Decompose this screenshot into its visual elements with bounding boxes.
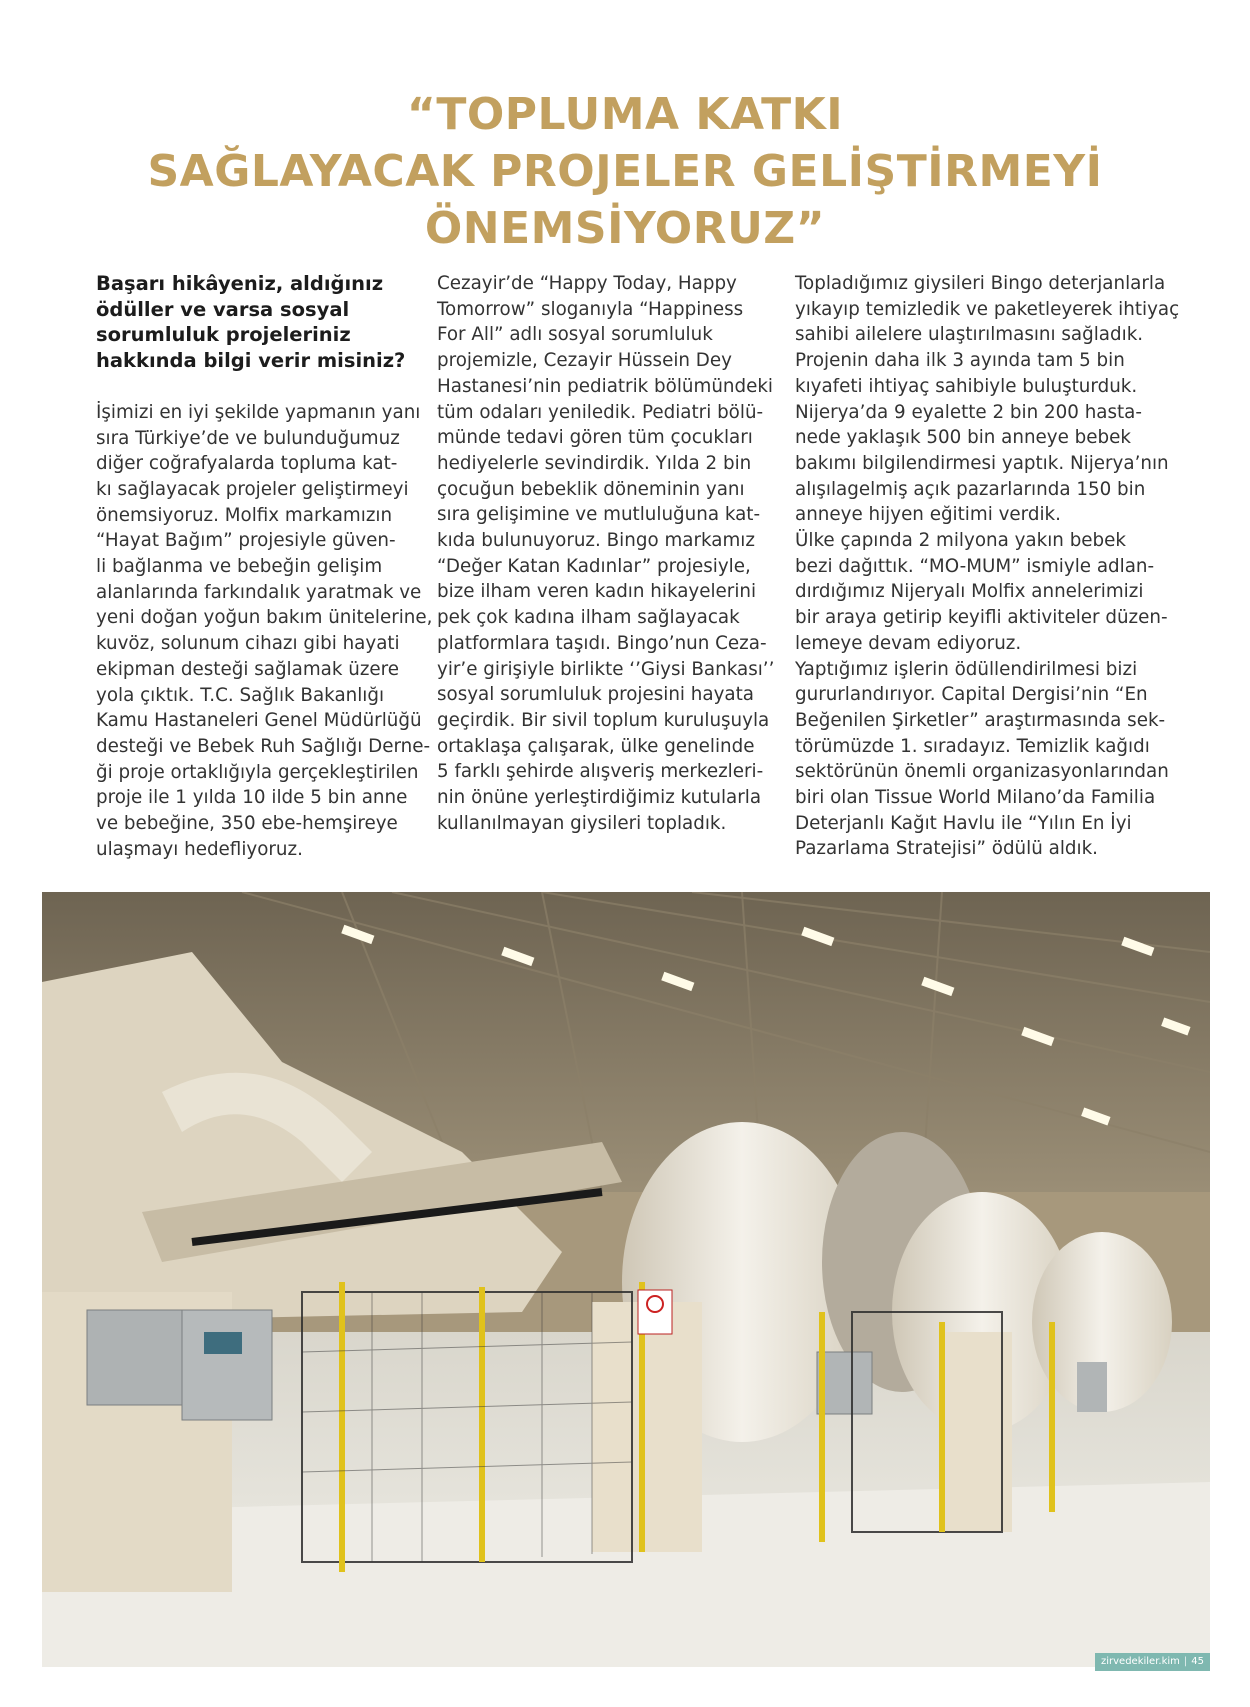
text-line: ortaklaşa çalışarak, ülke genelinde bbox=[437, 735, 755, 757]
text-line: yıkayıp temizledik ve paketleyerek ihtiyaç bbox=[795, 298, 1180, 320]
text-line: Pazarlama Stratejisi” ödülü aldık. bbox=[795, 838, 1098, 860]
text-line: alanlarında farkındalık yaratmak ve bbox=[96, 581, 422, 603]
answer-paragraph-3 bbox=[795, 271, 1180, 862]
footer-site: zirvedekiler.kim bbox=[1100, 1656, 1180, 1667]
text-line: sosyal sorumluluk projesini hayata bbox=[437, 684, 754, 706]
text-line: yola çıktık. T.C. Sağlık Bakanlığı bbox=[96, 684, 385, 706]
text-line: pek çok kadına ilham sağlayacak bbox=[437, 607, 740, 629]
text-line: proje ile 1 yılda 10 ilde 5 bin anne bbox=[96, 787, 408, 809]
text-line: diğer coğrafyalarda topluma kat- bbox=[96, 453, 398, 475]
text-line: kıyafeti ihtiyaç sahibiyle buluşturduk. bbox=[795, 375, 1138, 397]
text-line: dırdığımız Nijeryalı Molfix annelerimizi bbox=[795, 581, 1144, 603]
question-line: Başarı hikâyeniz, aldığınız bbox=[96, 272, 384, 295]
text-column-3 bbox=[795, 271, 1180, 862]
text-line: sıra Türkiye’de ve bulunduğumuz bbox=[96, 427, 400, 449]
text-line: sektörünün önemli organizasyonlarından bbox=[795, 761, 1169, 783]
text-line: sahibi ailelere ulaştırılmasını sağladık. bbox=[795, 324, 1144, 346]
text-line: alışılagelmiş açık pazarlarında 150 bin bbox=[795, 478, 1146, 500]
text-line: münde tedavi gören tüm çocukları bbox=[437, 427, 753, 449]
text-line: sıra gelişimine ve mutluluğuna kat- bbox=[437, 504, 761, 526]
text-line: kıda bulunuyoruz. Bingo markamız bbox=[437, 530, 755, 552]
page-footer bbox=[1095, 1653, 1210, 1671]
text-line: bakımı bilgilendirmesi yaptık. Nijerya’nın bbox=[795, 452, 1169, 474]
text-line: anneye hijyen eğitimi verdik. bbox=[795, 504, 1061, 526]
factory-photo bbox=[42, 892, 1210, 1667]
text-line: gururlandırıyor. Capital Dergisi’nin “En bbox=[795, 684, 1148, 706]
text-line: Beğenilen Şirketler” araştırmasında sek- bbox=[795, 709, 1166, 731]
text-line: 5 farklı şehirde alışveriş merkezleri- bbox=[437, 761, 764, 783]
text-line: lemeye devam ediyoruz. bbox=[795, 632, 1022, 654]
answer-paragraph-2 bbox=[437, 271, 779, 836]
footer-separator: | bbox=[1183, 1656, 1188, 1667]
question-line: hakkında bilgi verir misiniz? bbox=[96, 349, 406, 373]
text-line: platformlara taşıdı. Bingo’nun Ceza- bbox=[437, 632, 767, 654]
text-line: ği proje ortaklığıyla gerçekleştirilen bbox=[96, 761, 419, 783]
text-line: bize ilham veren kadın hikayelerini bbox=[437, 581, 757, 603]
text-line: biri olan Tissue World Milano’da Familia bbox=[795, 787, 1156, 809]
text-line: törümüzde 1. sıradayız. Temizlik kağıdı bbox=[795, 735, 1150, 757]
text-line: çocuğun bebeklik döneminin yanı bbox=[437, 478, 745, 500]
headline-line-1: “TOPLUMA KATKI bbox=[406, 89, 844, 140]
text-line: kı sağlayacak projeler geliştirmeyi bbox=[96, 478, 409, 500]
text-line: Tomorrow” sloganıyla “Happiness bbox=[437, 298, 744, 320]
text-line: Nijerya’da 9 eyalette 2 bin 200 hasta- bbox=[795, 401, 1142, 423]
text-line: tüm odaları yeniledik. Pediatri bölü- bbox=[437, 401, 764, 423]
interview-question bbox=[96, 271, 418, 374]
text-line: yir’e girişiyle birlikte ‘’Giysi Bankası’’ bbox=[437, 658, 775, 680]
text-line: projemizle, Cezayir Hüssein Dey bbox=[437, 350, 732, 372]
text-line: “Hayat Bağım” projesiyle güven- bbox=[96, 530, 396, 552]
question-line: sorumluluk projeleriniz bbox=[96, 323, 351, 347]
text-line: önemsiyoruz. Molfix markamızın bbox=[96, 504, 393, 526]
text-line: Deterjanlı Kağıt Havlu ile “Yılın En İyi bbox=[795, 812, 1132, 834]
text-line: Cezayir’de “Happy Today, Happy bbox=[437, 273, 737, 294]
text-line: hediyelerle sevindirdik. Yılda 2 bin bbox=[437, 452, 752, 474]
text-line: İşimizi en iyi şekilde yapmanın yanı bbox=[96, 401, 421, 423]
text-line: yeni doğan yoğun bakım ünitelerine, bbox=[96, 607, 433, 629]
text-line: For All” adlı sosyal sorumluluk bbox=[437, 324, 713, 346]
text-line: Kamu Hastaneleri Genel Müdürlüğü bbox=[96, 710, 422, 732]
question-line: ödüller ve varsa sosyal bbox=[96, 297, 350, 321]
text-line: nin önüne yerleştirdiğimiz kutularla bbox=[437, 787, 762, 809]
text-line: Topladığımız giysileri Bingo deterjanlarla bbox=[795, 273, 1166, 294]
answer-paragraph-1 bbox=[96, 400, 433, 863]
text-column-2 bbox=[437, 271, 779, 836]
text-line: “Değer Katan Kadınlar” projesiyle, bbox=[437, 555, 751, 577]
headline bbox=[0, 86, 1250, 257]
text-line: li bağlanma ve bebeğin gelişim bbox=[96, 556, 383, 578]
text-line: kullanılmayan giysileri topladık. bbox=[437, 812, 727, 834]
text-line: Ülke çapında 2 milyona yakın bebek bbox=[795, 530, 1126, 552]
text-line: Yaptığımız işlerin ödüllendirilmesi bizi bbox=[795, 658, 1138, 680]
text-line: geçirdik. Bir sivil toplum kuruluşuyla bbox=[437, 709, 770, 731]
text-line: ve bebeğine, 350 ebe-hemşireye bbox=[96, 813, 398, 835]
text-column-1 bbox=[96, 271, 433, 862]
text-line: nede yaklaşık 500 bin anneye bebek bbox=[795, 427, 1131, 449]
text-line: Hastanesi’nin pediatrik bölümündeki bbox=[437, 375, 774, 397]
text-line: ekipman desteği sağlamak üzere bbox=[96, 658, 400, 680]
text-line: Projenin daha ilk 3 ayında tam 5 bin bbox=[795, 350, 1125, 372]
text-line: kuvöz, solunum cihazı gibi hayati bbox=[96, 633, 400, 655]
text-line: desteği ve Bebek Ruh Sağlığı Derne- bbox=[96, 735, 431, 757]
text-line: ulaşmayı hedefliyoruz. bbox=[96, 838, 303, 860]
text-line: bezi dağıttık. “MO-MUM” ismiyle adlan- bbox=[795, 555, 1155, 577]
headline-line-3: ÖNEMSİYORUZ” bbox=[424, 203, 826, 254]
text-line: bir araya getirip keyifli aktiviteler düzen- bbox=[795, 607, 1168, 629]
headline-line-2: SAĞLAYACAK PROJELER GELİŞTİRMEYİ bbox=[147, 146, 1103, 197]
page-number: 45 bbox=[1191, 1656, 1204, 1667]
